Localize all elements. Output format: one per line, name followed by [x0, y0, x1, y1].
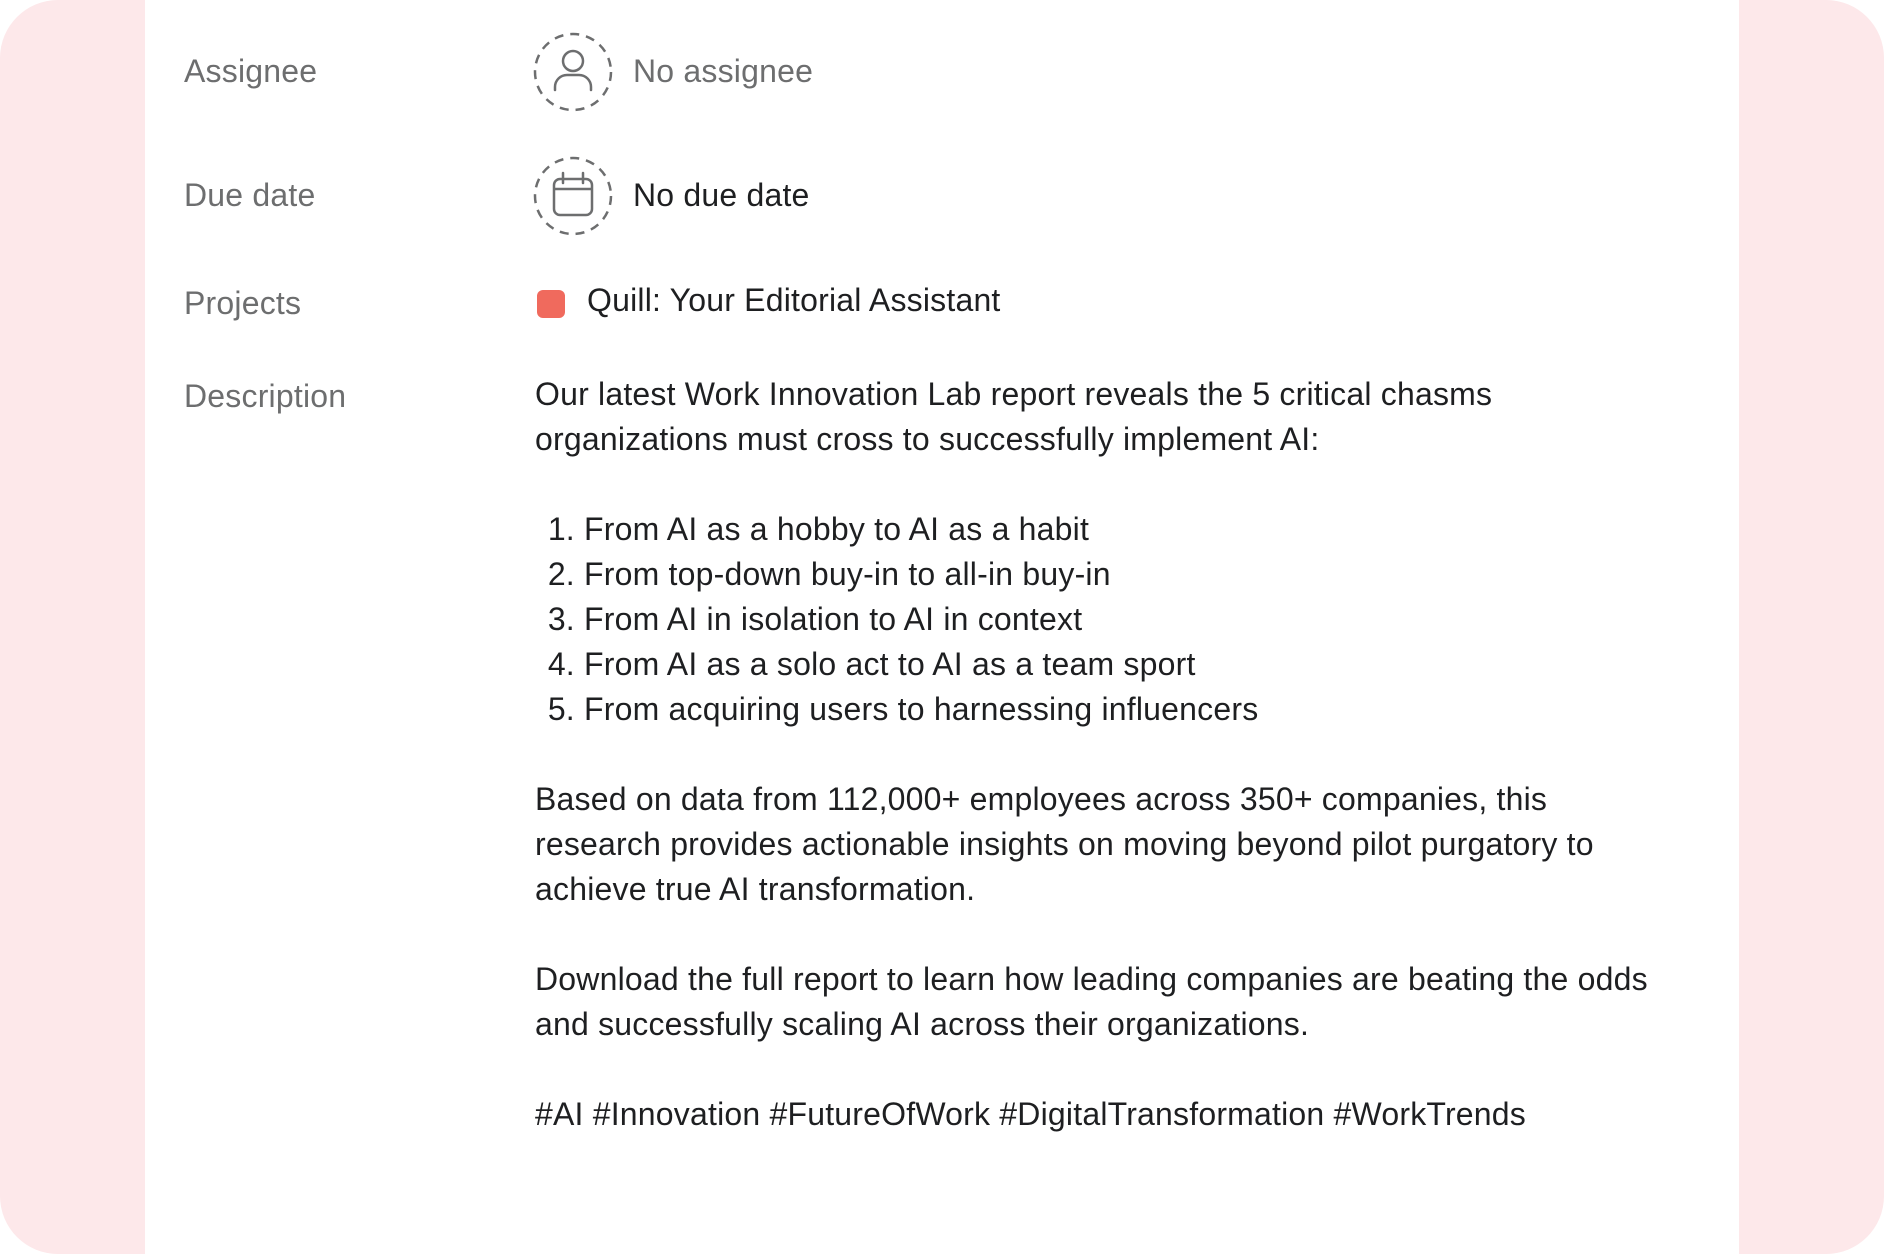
list-item: 5. From acquiring users to harnessing influencers [584, 687, 1675, 732]
assignee-button[interactable] [533, 32, 613, 112]
project-color-swatch [537, 290, 565, 318]
assignee-label: Assignee [184, 53, 318, 89]
due-date-label: Due date [184, 177, 316, 213]
description-hashtags: #AI #Innovation #FutureOfWork #DigitalTransformation #WorkTrends [535, 1096, 1527, 1132]
list-item: 1. From AI as a hobby to AI as a habit [584, 507, 1675, 552]
description-list [535, 507, 1675, 732]
due-date-button[interactable] [533, 156, 613, 236]
due-date-value[interactable]: No due date [633, 177, 810, 213]
description-label: Description [184, 378, 347, 414]
description-paragraph: Based on data from 112,000+ employees across 350+ companies, this research provides actionable insights on moving beyond pilot purgatory to achieve true AI transformation. [535, 781, 1594, 907]
task-details-panel [145, 0, 1739, 1254]
assignee-value[interactable]: No assignee [633, 53, 814, 89]
calendar-icon [533, 156, 613, 236]
description-intro: Our latest Work Innovation Lab report reveals the 5 critical chasms organizations must cross to successfully implement AI: [535, 376, 1493, 457]
description-editor[interactable] [535, 372, 1675, 1137]
projects-label: Projects [184, 285, 302, 321]
project-name[interactable]: Quill: Your Editorial Assistant [587, 282, 1001, 318]
list-item: 3. From AI in isolation to AI in context [584, 597, 1675, 642]
user-icon [533, 32, 613, 112]
list-item: 2. From top-down buy-in to all-in buy-in [584, 552, 1675, 597]
description-paragraph: Download the full report to learn how leading companies are beating the odds and successfully scaling AI across their organizations. [535, 961, 1648, 1042]
list-item: 4. From AI as a solo act to AI as a team sport [584, 642, 1675, 687]
